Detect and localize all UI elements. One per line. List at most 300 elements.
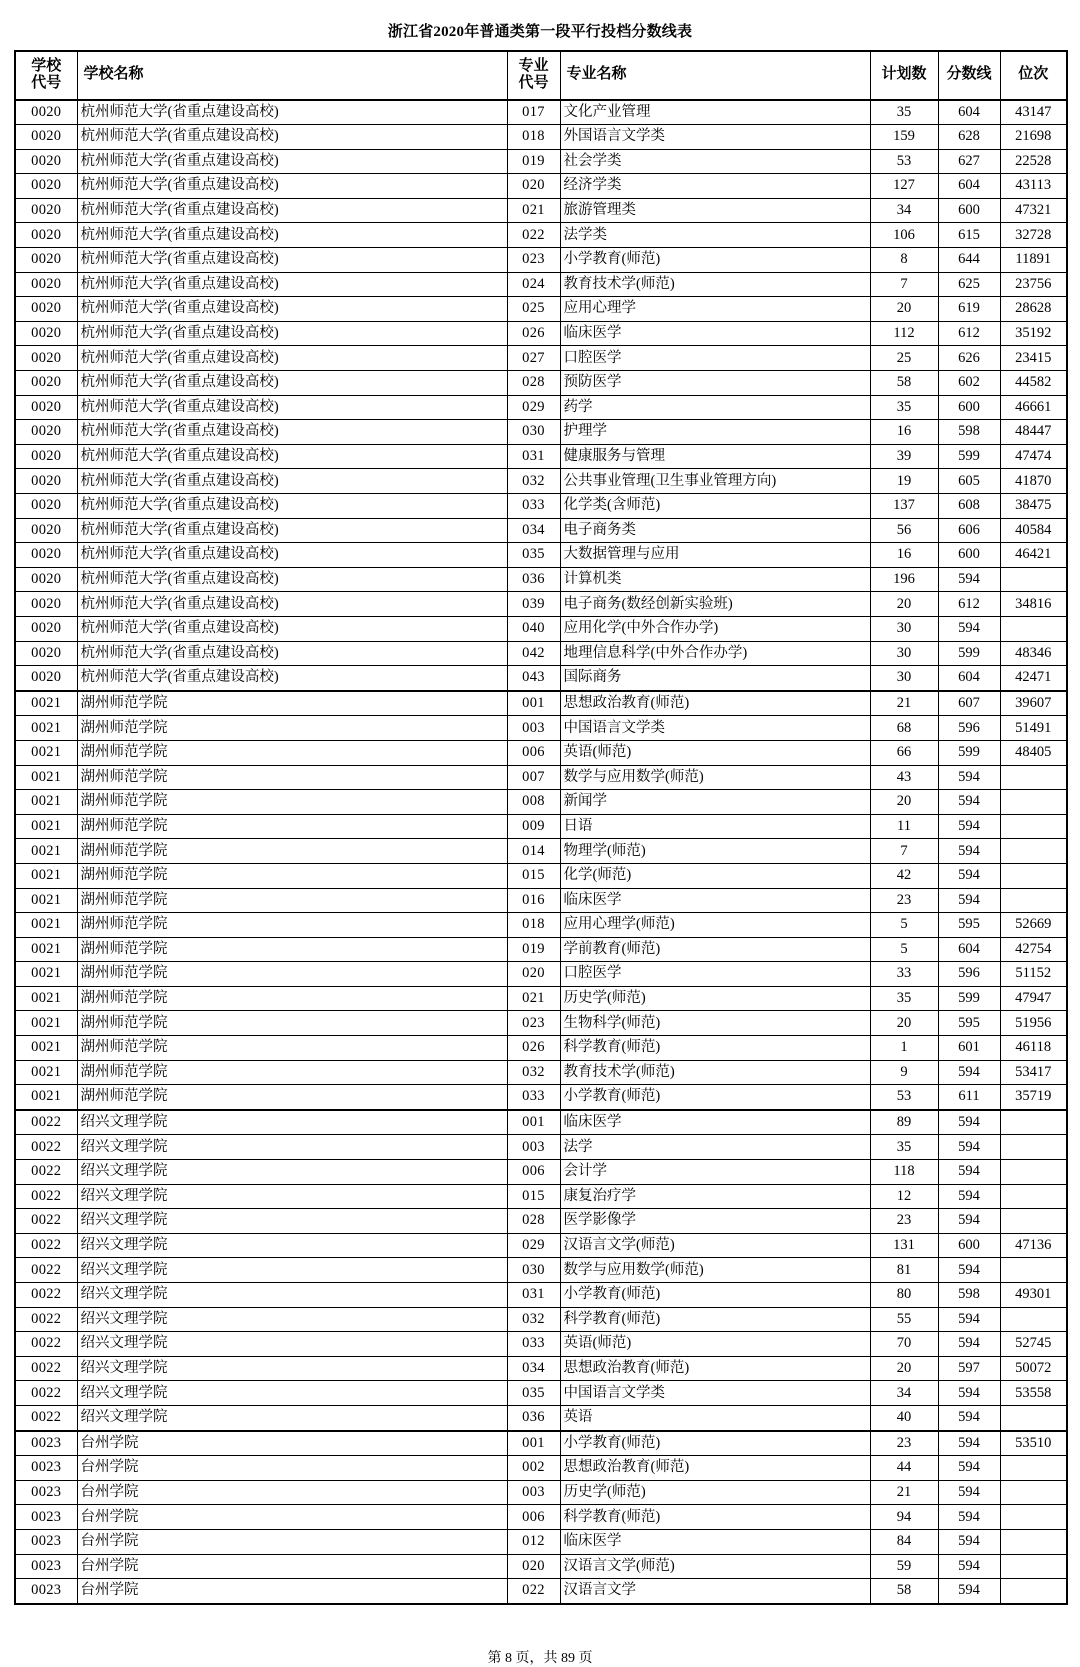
school-code-head-line1: 学校 [31, 58, 62, 75]
cell-plan-count: 35 [870, 1135, 938, 1160]
table-row [15, 494, 1067, 519]
cell-rank [1000, 790, 1067, 815]
cell-school-code: 0020 [15, 420, 77, 445]
cell-school-code: 0021 [15, 913, 77, 938]
cell-school-code: 0020 [15, 494, 77, 519]
cell-major-name: 思想政治教育(师范) [560, 691, 870, 716]
cell-plan-count: 112 [870, 321, 938, 346]
cell-score-line: 594 [938, 1405, 1000, 1430]
cell-major-name: 化学类(含师范) [560, 494, 870, 519]
table-row [15, 395, 1067, 420]
table-row [15, 420, 1067, 445]
table-row [15, 616, 1067, 641]
page-title: 浙江省2020年普通类第一段平行投档分数线表 [387, 24, 693, 40]
table-row [15, 863, 1067, 888]
cell-score-line: 594 [938, 1135, 1000, 1160]
cell-school-name: 杭州师范大学(省重点建设高校) [77, 567, 507, 592]
cell-major-code: 008 [507, 790, 560, 815]
cell-school-name: 杭州师范大学(省重点建设高校) [77, 592, 507, 617]
cell-school-name: 杭州师范大学(省重点建设高校) [77, 272, 507, 297]
cell-score-line: 602 [938, 371, 1000, 396]
cell-plan-count: 39 [870, 444, 938, 469]
cell-plan-count: 81 [870, 1258, 938, 1283]
cell-rank: 48346 [1000, 641, 1067, 666]
cell-score-line: 604 [938, 174, 1000, 199]
table-row [15, 592, 1067, 617]
table-row [15, 1110, 1067, 1135]
cell-major-name: 教育技术学(师范) [560, 272, 870, 297]
header-row [15, 51, 1067, 100]
cell-plan-count: 53 [870, 1085, 938, 1110]
cell-rank: 34816 [1000, 592, 1067, 617]
cell-school-name: 台州学院 [77, 1505, 507, 1530]
cell-score-line: 599 [938, 740, 1000, 765]
table-row [15, 543, 1067, 568]
cell-score-line: 594 [938, 1456, 1000, 1481]
cell-plan-count: 20 [870, 297, 938, 322]
cell-score-line: 594 [938, 1529, 1000, 1554]
table-body [15, 100, 1067, 1604]
score-line-table [14, 50, 1068, 1605]
cell-school-code: 0020 [15, 395, 77, 420]
cell-major-name: 应用化学(中外合作办学) [560, 616, 870, 641]
cell-rank: 53510 [1000, 1431, 1067, 1456]
cell-rank: 39607 [1000, 691, 1067, 716]
table-row [15, 1307, 1067, 1332]
cell-school-name: 杭州师范大学(省重点建设高校) [77, 469, 507, 494]
table-row [15, 937, 1067, 962]
cell-plan-count: 25 [870, 346, 938, 371]
cell-major-code: 015 [507, 863, 560, 888]
cell-school-name: 杭州师范大学(省重点建设高校) [77, 223, 507, 248]
table-row [15, 174, 1067, 199]
cell-plan-count: 94 [870, 1505, 938, 1530]
cell-rank [1000, 839, 1067, 864]
table-row [15, 1480, 1067, 1505]
cell-school-name: 绍兴文理学院 [77, 1332, 507, 1357]
table-row [15, 149, 1067, 174]
cell-rank: 22528 [1000, 149, 1067, 174]
cell-major-code: 001 [507, 1431, 560, 1456]
cell-plan-count: 19 [870, 469, 938, 494]
cell-major-name: 计算机类 [560, 567, 870, 592]
cell-plan-count: 23 [870, 888, 938, 913]
cell-school-name: 杭州师范大学(省重点建设高校) [77, 198, 507, 223]
cell-major-name: 中国语言文学类 [560, 1381, 870, 1406]
cell-rank [1000, 888, 1067, 913]
table-row [15, 790, 1067, 815]
cell-score-line: 595 [938, 1011, 1000, 1036]
cell-score-line: 594 [938, 1554, 1000, 1579]
cell-major-name: 医学影像学 [560, 1209, 870, 1234]
cell-major-name: 教育技术学(师范) [560, 1060, 870, 1085]
cell-score-line: 619 [938, 297, 1000, 322]
cell-major-code: 023 [507, 248, 560, 273]
cell-score-line: 594 [938, 1307, 1000, 1332]
cell-rank: 48405 [1000, 740, 1067, 765]
cell-plan-count: 20 [870, 790, 938, 815]
cell-plan-count: 89 [870, 1110, 938, 1135]
table-row [15, 1381, 1067, 1406]
cell-major-code: 002 [507, 1456, 560, 1481]
cell-plan-count: 58 [870, 1579, 938, 1604]
cell-major-name: 科学教育(师范) [560, 1307, 870, 1332]
column-header-school-name: 学校名称 [77, 51, 507, 100]
cell-plan-count: 80 [870, 1283, 938, 1308]
cell-major-code: 028 [507, 371, 560, 396]
cell-rank: 52669 [1000, 913, 1067, 938]
cell-score-line: 600 [938, 198, 1000, 223]
cell-major-code: 036 [507, 1405, 560, 1430]
cell-score-line: 608 [938, 494, 1000, 519]
cell-plan-count: 34 [870, 1381, 938, 1406]
cell-major-name: 小学教育(师范) [560, 1283, 870, 1308]
cell-school-code: 0020 [15, 100, 77, 125]
cell-plan-count: 9 [870, 1060, 938, 1085]
cell-major-name: 外国语言文学类 [560, 125, 870, 150]
cell-plan-count: 84 [870, 1529, 938, 1554]
cell-school-code: 0020 [15, 543, 77, 568]
cell-plan-count: 16 [870, 420, 938, 445]
cell-plan-count: 5 [870, 913, 938, 938]
cell-score-line: 599 [938, 444, 1000, 469]
cell-plan-count: 7 [870, 272, 938, 297]
cell-school-code: 0020 [15, 567, 77, 592]
cell-major-name: 临床医学 [560, 1529, 870, 1554]
cell-plan-count: 66 [870, 740, 938, 765]
cell-school-code: 0020 [15, 616, 77, 641]
cell-major-code: 019 [507, 937, 560, 962]
table-row [15, 1011, 1067, 1036]
cell-score-line: 594 [938, 1160, 1000, 1185]
cell-plan-count: 35 [870, 395, 938, 420]
cell-plan-count: 5 [870, 937, 938, 962]
cell-school-code: 0021 [15, 740, 77, 765]
cell-school-code: 0020 [15, 149, 77, 174]
cell-rank [1000, 1209, 1067, 1234]
cell-score-line: 594 [938, 765, 1000, 790]
table-row [15, 913, 1067, 938]
cell-school-code: 0020 [15, 248, 77, 273]
cell-major-code: 021 [507, 198, 560, 223]
cell-major-name: 数学与应用数学(师范) [560, 765, 870, 790]
cell-score-line: 594 [938, 790, 1000, 815]
cell-rank: 53558 [1000, 1381, 1067, 1406]
cell-score-line: 594 [938, 1110, 1000, 1135]
cell-plan-count: 23 [870, 1209, 938, 1234]
cell-major-code: 040 [507, 616, 560, 641]
table-row [15, 1431, 1067, 1456]
cell-school-name: 杭州师范大学(省重点建设高校) [77, 420, 507, 445]
cell-major-name: 电子商务(数经创新实验班) [560, 592, 870, 617]
cell-score-line: 628 [938, 125, 1000, 150]
cell-school-code: 0020 [15, 469, 77, 494]
cell-school-code: 0022 [15, 1356, 77, 1381]
cell-rank [1000, 1184, 1067, 1209]
cell-plan-count: 55 [870, 1307, 938, 1332]
cell-plan-count: 118 [870, 1160, 938, 1185]
cell-rank: 21698 [1000, 125, 1067, 150]
cell-school-code: 0020 [15, 223, 77, 248]
cell-score-line: 604 [938, 937, 1000, 962]
cell-rank: 51152 [1000, 962, 1067, 987]
cell-school-code: 0020 [15, 272, 77, 297]
table-row [15, 814, 1067, 839]
cell-school-name: 台州学院 [77, 1579, 507, 1604]
cell-score-line: 604 [938, 666, 1000, 691]
cell-school-code: 0022 [15, 1332, 77, 1357]
cell-major-name: 旅游管理类 [560, 198, 870, 223]
cell-school-code: 0022 [15, 1110, 77, 1135]
cell-rank [1000, 1258, 1067, 1283]
cell-score-line: 607 [938, 691, 1000, 716]
table-row [15, 1160, 1067, 1185]
cell-school-name: 台州学院 [77, 1480, 507, 1505]
cell-score-line: 596 [938, 716, 1000, 741]
cell-plan-count: 20 [870, 1011, 938, 1036]
cell-score-line: 594 [938, 1381, 1000, 1406]
cell-plan-count: 159 [870, 125, 938, 150]
cell-rank: 43113 [1000, 174, 1067, 199]
cell-major-code: 033 [507, 1085, 560, 1110]
cell-major-code: 018 [507, 913, 560, 938]
cell-rank [1000, 1456, 1067, 1481]
cell-major-name: 经济学类 [560, 174, 870, 199]
cell-plan-count: 68 [870, 716, 938, 741]
cell-plan-count: 58 [870, 371, 938, 396]
cell-plan-count: 8 [870, 248, 938, 273]
cell-major-code: 025 [507, 297, 560, 322]
table-container [0, 50, 1080, 1605]
cell-major-code: 035 [507, 543, 560, 568]
cell-major-name: 社会学类 [560, 149, 870, 174]
cell-major-code: 003 [507, 716, 560, 741]
cell-major-code: 034 [507, 518, 560, 543]
table-row [15, 962, 1067, 987]
cell-major-name: 新闻学 [560, 790, 870, 815]
cell-major-name: 会计学 [560, 1160, 870, 1185]
cell-rank: 41870 [1000, 469, 1067, 494]
cell-plan-count: 11 [870, 814, 938, 839]
cell-rank [1000, 1160, 1067, 1185]
cell-school-code: 0021 [15, 839, 77, 864]
table-row [15, 518, 1067, 543]
cell-rank: 32728 [1000, 223, 1067, 248]
cell-school-code: 0021 [15, 1085, 77, 1110]
cell-major-code: 039 [507, 592, 560, 617]
cell-school-code: 0023 [15, 1431, 77, 1456]
cell-major-code: 042 [507, 641, 560, 666]
cell-rank: 51956 [1000, 1011, 1067, 1036]
cell-major-code: 032 [507, 1307, 560, 1332]
cell-school-name: 湖州师范学院 [77, 888, 507, 913]
cell-school-code: 0022 [15, 1160, 77, 1185]
cell-school-code: 0023 [15, 1579, 77, 1604]
cell-school-name: 杭州师范大学(省重点建设高校) [77, 248, 507, 273]
cell-score-line: 606 [938, 518, 1000, 543]
cell-rank [1000, 1110, 1067, 1135]
cell-school-name: 绍兴文理学院 [77, 1233, 507, 1258]
cell-score-line: 596 [938, 962, 1000, 987]
table-row [15, 223, 1067, 248]
cell-rank: 48447 [1000, 420, 1067, 445]
cell-school-name: 台州学院 [77, 1554, 507, 1579]
cell-rank: 42754 [1000, 937, 1067, 962]
cell-school-code: 0022 [15, 1258, 77, 1283]
cell-school-name: 湖州师范学院 [77, 814, 507, 839]
cell-score-line: 594 [938, 839, 1000, 864]
cell-major-code: 043 [507, 666, 560, 691]
cell-school-code: 0021 [15, 765, 77, 790]
cell-rank: 28628 [1000, 297, 1067, 322]
cell-major-code: 029 [507, 1233, 560, 1258]
cell-score-line: 594 [938, 1258, 1000, 1283]
cell-school-code: 0020 [15, 518, 77, 543]
cell-school-code: 0023 [15, 1480, 77, 1505]
major-code-head-line2: 代号 [518, 75, 549, 91]
cell-score-line: 595 [938, 913, 1000, 938]
cell-score-line: 626 [938, 346, 1000, 371]
table-row [15, 346, 1067, 371]
cell-major-name: 英语 [560, 1405, 870, 1430]
cell-major-name: 口腔医学 [560, 346, 870, 371]
table-row [15, 469, 1067, 494]
cell-plan-count: 7 [870, 839, 938, 864]
cell-major-code: 030 [507, 1258, 560, 1283]
cell-plan-count: 30 [870, 641, 938, 666]
cell-rank [1000, 1480, 1067, 1505]
cell-plan-count: 44 [870, 1456, 938, 1481]
cell-major-code: 036 [507, 567, 560, 592]
column-header-major-code [507, 51, 560, 100]
major-code-head-line1: 专业 [518, 58, 549, 75]
cell-major-name: 历史学(师范) [560, 986, 870, 1011]
table-row [15, 321, 1067, 346]
cell-score-line: 598 [938, 420, 1000, 445]
cell-major-code: 012 [507, 1529, 560, 1554]
cell-score-line: 594 [938, 888, 1000, 913]
cell-rank [1000, 1405, 1067, 1430]
cell-major-name: 学前教育(师范) [560, 937, 870, 962]
cell-major-name: 历史学(师范) [560, 1480, 870, 1505]
cell-major-name: 思想政治教育(师范) [560, 1456, 870, 1481]
cell-school-name: 杭州师范大学(省重点建设高校) [77, 321, 507, 346]
cell-rank [1000, 765, 1067, 790]
cell-rank: 40584 [1000, 518, 1067, 543]
cell-major-code: 032 [507, 1060, 560, 1085]
cell-rank: 47474 [1000, 444, 1067, 469]
table-row [15, 1060, 1067, 1085]
cell-school-name: 绍兴文理学院 [77, 1356, 507, 1381]
cell-school-code: 0020 [15, 371, 77, 396]
table-row [15, 1209, 1067, 1234]
cell-school-name: 绍兴文理学院 [77, 1184, 507, 1209]
cell-plan-count: 21 [870, 691, 938, 716]
cell-plan-count: 34 [870, 198, 938, 223]
cell-major-name: 汉语言文学(师范) [560, 1554, 870, 1579]
cell-rank: 47947 [1000, 986, 1067, 1011]
cell-score-line: 594 [938, 567, 1000, 592]
cell-plan-count: 16 [870, 543, 938, 568]
cell-major-code: 031 [507, 444, 560, 469]
cell-school-name: 绍兴文理学院 [77, 1405, 507, 1430]
cell-major-code: 018 [507, 125, 560, 150]
cell-major-name: 临床医学 [560, 1110, 870, 1135]
cell-school-name: 杭州师范大学(省重点建设高校) [77, 371, 507, 396]
cell-major-name: 小学教育(师范) [560, 248, 870, 273]
cell-plan-count: 43 [870, 765, 938, 790]
cell-major-name: 科学教育(师范) [560, 1036, 870, 1061]
table-row [15, 444, 1067, 469]
cell-score-line: 601 [938, 1036, 1000, 1061]
cell-score-line: 594 [938, 814, 1000, 839]
cell-major-code: 006 [507, 740, 560, 765]
cell-school-code: 0020 [15, 444, 77, 469]
cell-school-code: 0022 [15, 1184, 77, 1209]
cell-school-name: 杭州师范大学(省重点建设高校) [77, 346, 507, 371]
cell-rank [1000, 814, 1067, 839]
cell-major-name: 汉语言文学(师范) [560, 1233, 870, 1258]
table-row [15, 1529, 1067, 1554]
cell-rank: 23756 [1000, 272, 1067, 297]
cell-major-code: 020 [507, 174, 560, 199]
cell-plan-count: 20 [870, 1356, 938, 1381]
column-header-school-code [15, 51, 77, 100]
cell-major-name: 数学与应用数学(师范) [560, 1258, 870, 1283]
cell-rank: 44582 [1000, 371, 1067, 396]
table-row [15, 1135, 1067, 1160]
cell-school-name: 湖州师范学院 [77, 962, 507, 987]
page-footer: 第 8 页，共 89 页 [487, 1650, 593, 1666]
cell-rank [1000, 1505, 1067, 1530]
cell-score-line: 598 [938, 1283, 1000, 1308]
column-header-major-name: 专业名称 [560, 51, 870, 100]
cell-score-line: 615 [938, 223, 1000, 248]
cell-major-name: 化学(师范) [560, 863, 870, 888]
cell-major-code: 021 [507, 986, 560, 1011]
cell-major-code: 023 [507, 1011, 560, 1036]
cell-major-code: 020 [507, 1554, 560, 1579]
cell-major-name: 应用心理学 [560, 297, 870, 322]
cell-school-name: 杭州师范大学(省重点建设高校) [77, 518, 507, 543]
cell-major-name: 康复治疗学 [560, 1184, 870, 1209]
cell-school-code: 0021 [15, 790, 77, 815]
cell-school-code: 0021 [15, 691, 77, 716]
cell-score-line: 612 [938, 321, 1000, 346]
cell-plan-count: 56 [870, 518, 938, 543]
cell-score-line: 644 [938, 248, 1000, 273]
table-row [15, 1332, 1067, 1357]
cell-rank [1000, 1529, 1067, 1554]
cell-plan-count: 12 [870, 1184, 938, 1209]
cell-school-name: 湖州师范学院 [77, 1085, 507, 1110]
school-code-head-line2: 代号 [31, 75, 62, 91]
table-row [15, 1579, 1067, 1604]
cell-major-name: 生物科学(师范) [560, 1011, 870, 1036]
cell-rank: 35192 [1000, 321, 1067, 346]
cell-school-code: 0023 [15, 1554, 77, 1579]
cell-school-name: 绍兴文理学院 [77, 1110, 507, 1135]
cell-major-code: 019 [507, 149, 560, 174]
cell-rank: 50072 [1000, 1356, 1067, 1381]
cell-rank: 47136 [1000, 1233, 1067, 1258]
cell-major-name: 电子商务类 [560, 518, 870, 543]
table-row [15, 1036, 1067, 1061]
cell-school-name: 湖州师范学院 [77, 839, 507, 864]
cell-major-name: 临床医学 [560, 321, 870, 346]
cell-school-name: 绍兴文理学院 [77, 1307, 507, 1332]
cell-major-code: 027 [507, 346, 560, 371]
